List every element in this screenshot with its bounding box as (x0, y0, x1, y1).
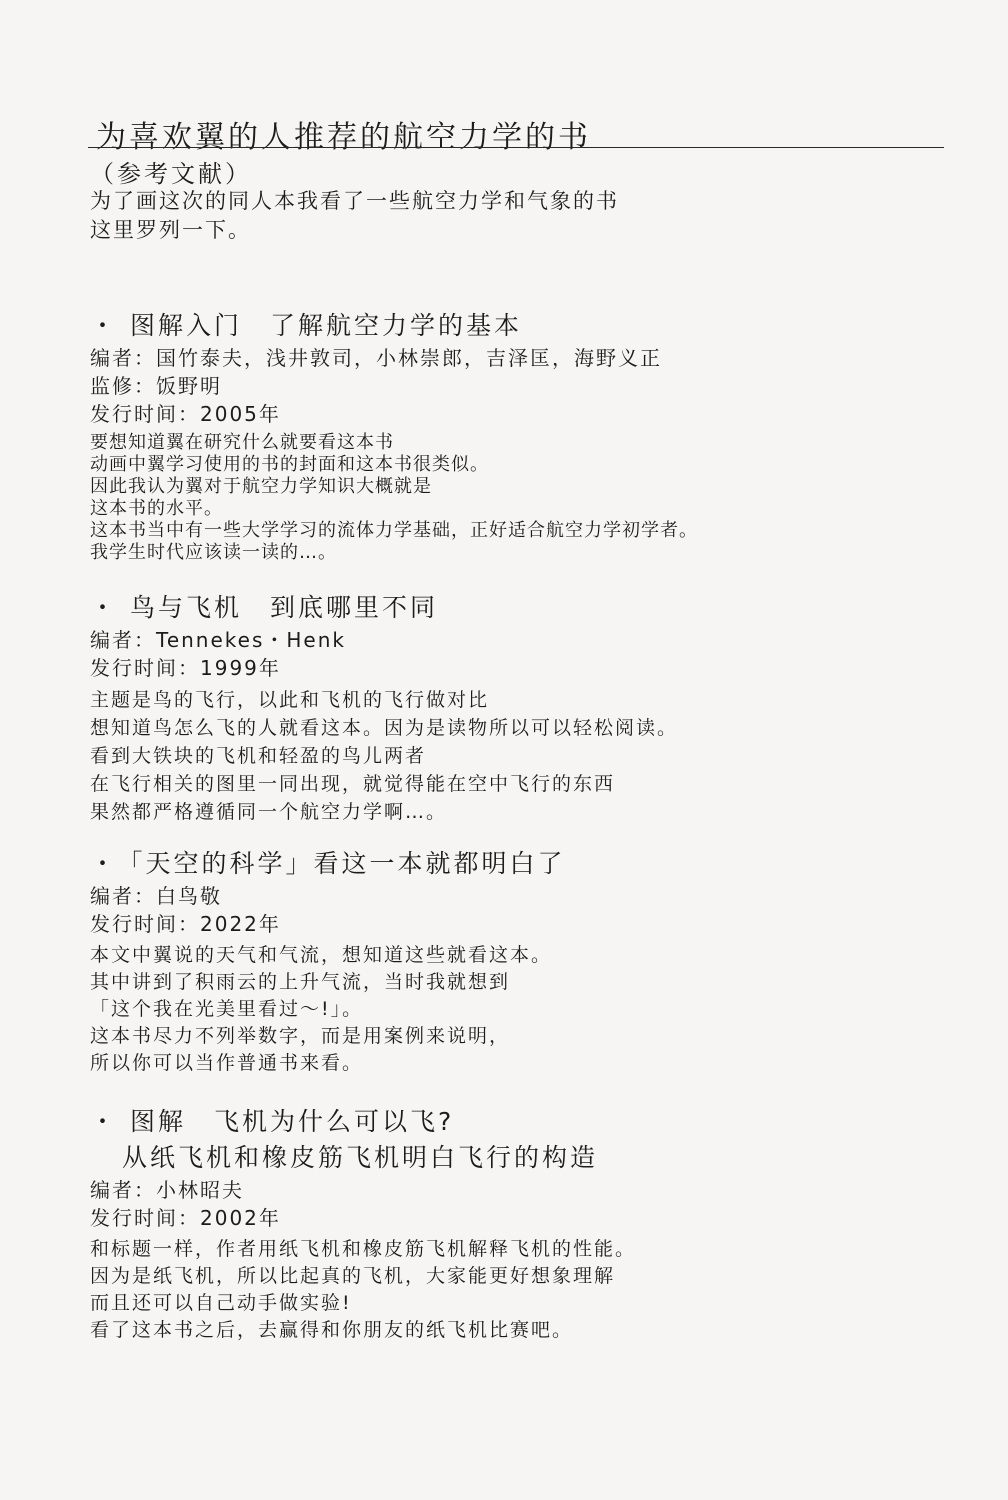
description-line: 动画中翼学习使用的书的封面和这本书很类似。 (90, 454, 489, 475)
description-line: 想知道鸟怎么飞的人就看这本。因为是读物所以可以轻松阅读。 (90, 717, 679, 739)
book-editors: 编者：白鸟敬 (90, 884, 222, 908)
book-description (90, 686, 960, 826)
book-publish-date: 发行时间：1999年 (90, 656, 281, 680)
description-line: 而且还可以自己动手做实验! (90, 1292, 352, 1314)
bullet: ・ (90, 1107, 119, 1136)
book-title-text: 「天空的科学」看这一本就都明白了 (130, 849, 566, 878)
description-line: 看了这本书之后，去赢得和你朋友的纸飞机比赛吧。 (90, 1319, 574, 1341)
book-title (90, 1104, 960, 1140)
book-title-text: 图解入门 了解航空力学的基本 (130, 311, 523, 340)
book-entry-4 (90, 1104, 960, 1344)
bullet: ・ (90, 311, 119, 340)
title-underline (88, 147, 944, 148)
description-line: 在飞行相关的图里一同出现，就觉得能在空中飞行的东西 (90, 773, 616, 795)
book-title (90, 846, 960, 882)
book-title (90, 590, 960, 626)
intro-line: 这里罗列一下。 (90, 218, 251, 242)
book-entry-3 (90, 846, 960, 1077)
page-subtitle: （参考文献） (90, 160, 252, 188)
description-line: 这本书尽力不列举数字，而是用案例来说明， (90, 1025, 511, 1047)
bullet: ・ (90, 849, 119, 878)
description-line: 和标题一样，作者用纸飞机和橡皮筋飞机解释飞机的性能。 (90, 1238, 637, 1260)
description-line: 其中讲到了积雨云的上升气流，当时我就想到 (90, 971, 511, 993)
book-subtitle: 从纸飞机和橡皮筋飞机明白飞行的构造 (122, 1143, 599, 1172)
description-line: 因此我认为翼对于航空力学知识大概就是 (90, 476, 432, 497)
description-line: 要想知道翼在研究什么就要看这本书 (90, 432, 394, 453)
book-description (90, 1236, 960, 1344)
bullet: ・ (90, 593, 119, 622)
book-entry-1 (90, 308, 960, 564)
book-editors: 编者：Tennekes・Henk (90, 628, 346, 652)
description-line: 看到大铁块的飞机和轻盈的鸟儿两者 (90, 745, 427, 767)
description-line: 这本书的水平。 (90, 498, 223, 519)
description-line: 果然都严格遵循同一个航空力学啊…。 (90, 801, 448, 823)
book-editors: 编者：国竹泰夫，浅井敦司，小林崇郎，吉泽匡，海野义正 (90, 346, 662, 370)
intro-paragraph (90, 187, 619, 245)
book-description (90, 942, 960, 1077)
page-title: 为喜欢翼的人推荐的航空力学的书 (96, 120, 591, 155)
description-line: 本文中翼说的天气和气流，想知道这些就看这本。 (90, 944, 553, 966)
description-line: 「这个我在光美里看过～!」。 (90, 998, 364, 1020)
book-publish-date: 发行时间：2005年 (90, 402, 281, 426)
description-line: 主题是鸟的飞行，以此和飞机的飞行做对比 (90, 689, 490, 711)
description-line: 这本书当中有一些大学学习的流体力学基础，正好适合航空力学初学者。 (90, 520, 698, 541)
intro-line: 为了画这次的同人本我看了一些航空力学和气象的书 (90, 189, 619, 213)
book-supervisor: 监修：饭野明 (90, 374, 222, 398)
description-line: 我学生时代应该读一读的…。 (90, 542, 337, 563)
book-publish-date: 发行时间：2002年 (90, 1206, 281, 1230)
description-line: 所以你可以当作普通书来看。 (90, 1052, 364, 1074)
book-description (90, 432, 960, 564)
book-editors: 编者：小林昭夫 (90, 1178, 244, 1202)
book-title-text: 图解 飞机为什么可以飞? (130, 1107, 455, 1136)
book-entry-2 (90, 590, 960, 826)
book-publish-date: 发行时间：2022年 (90, 912, 281, 936)
description-line: 因为是纸飞机，所以比起真的飞机，大家能更好想象理解 (90, 1265, 616, 1287)
book-title-text: 鸟与飞机 到底哪里不同 (130, 593, 439, 622)
book-title (90, 308, 960, 344)
